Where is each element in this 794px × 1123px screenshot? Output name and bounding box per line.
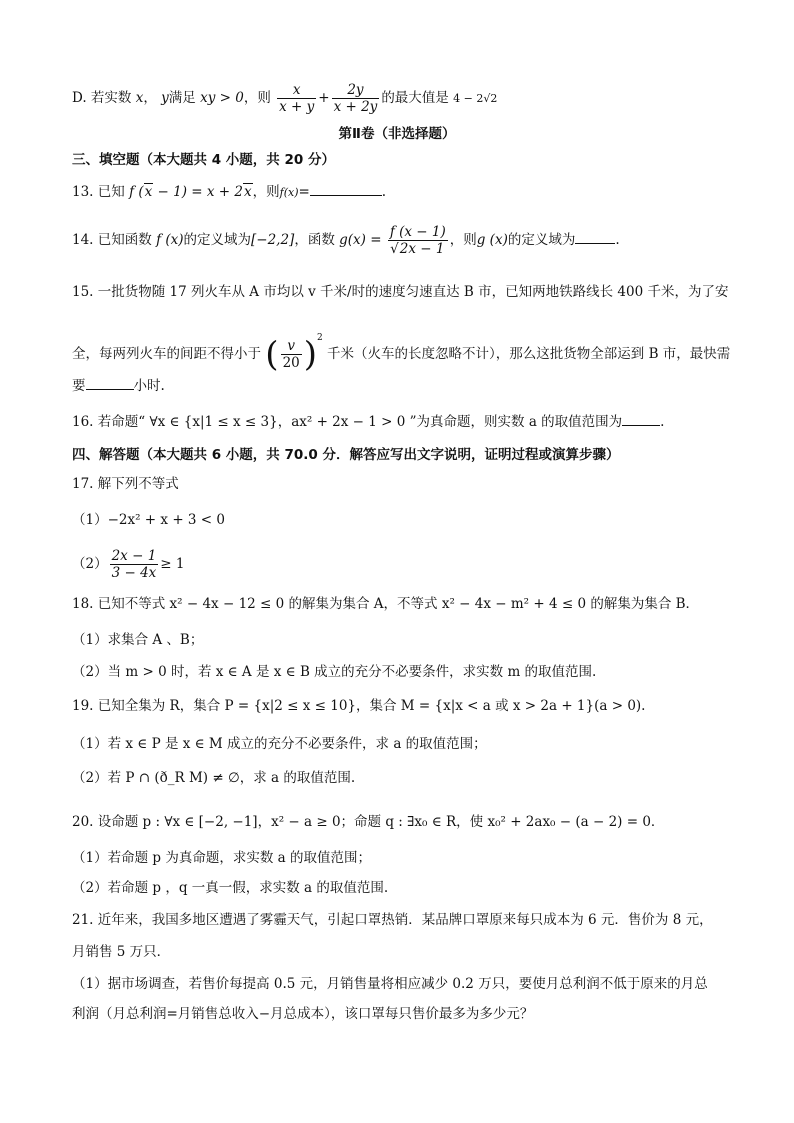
- q15-l2b: 千米（火车的长度忽略不计），那么这批货物全部运到 B 市，最快需: [327, 346, 731, 362]
- q17-p2-rel: ≥ 1: [160, 556, 185, 572]
- q18-part2: （2）当 m > 0 时，若 x ∈ A 是 x ∈ B 成立的充分不必要条件，求实数 m 的取值范围.: [72, 664, 597, 680]
- q15-fraction: $\frac{v}{20}$: [282, 338, 300, 371]
- q14-end: .: [615, 232, 620, 248]
- q17-fraction: $\frac{2x - 1}{3 - 4x}$: [111, 548, 157, 581]
- q17-part1: （1）−2x² + x + 3 < 0: [72, 512, 225, 528]
- condition: xy > 0: [200, 90, 244, 106]
- q14-fraction: $\frac{f (x - 1)}{√2x - 1}$: [389, 224, 446, 257]
- q20-part1: （1）若命题 p 为真命题，求实数 a 的取值范围；: [72, 850, 371, 866]
- text-then: ，则: [243, 90, 271, 106]
- var-y: y: [161, 90, 169, 106]
- q14-t4: 的定义域为: [507, 232, 576, 248]
- option-d: D. 若实数 x， y满足 xy > 0，则 $\frac{x}{x + y}$ + $\frac{2y}{x + 2y}$ 的最大值是 4 − 2√2: [72, 82, 498, 115]
- q21-line4: 利润（月总利润=月销售总收入−月总成本），该口罩每只售价最多为多少元？: [72, 1006, 534, 1022]
- q15-l3a: 要: [72, 378, 86, 394]
- q19-title: 19. 已知全集为 R，集合 P = {x|2 ≤ x ≤ 10}，集合 M = {x|x < a 或 x > 2a + 1}(a > 0).: [72, 698, 646, 714]
- q14-t2: ，函数: [294, 232, 335, 248]
- q14-label: 14. 已知函数: [72, 232, 152, 248]
- answer-value: 4 − 2√2: [453, 92, 498, 105]
- comma: ，: [143, 90, 157, 106]
- q19-part1: （1）若 x ∈ P 是 x ∈ M 成立的充分不必要条件，求 a 的取值范围；: [72, 736, 487, 752]
- var-x: x: [135, 90, 144, 106]
- q13-label: 13. 已知: [72, 184, 125, 200]
- q15-paren-open: (: [265, 334, 279, 375]
- q15-line1: 15. 一批货物随 17 列火车从 A 市均以 v 千米/时的速度匀速直达 B 市，已知两地铁路线长 400 千米，为了安: [72, 284, 729, 300]
- q20-title: 20. 设命题 p : ∀x ∈ [−2, −1]，x² − a ≥ 0；命题 q : ∃x₀ ∈ R，使 x₀² + 2ax₀ − (a − 2) = 0．: [72, 814, 665, 830]
- q16-end: .: [660, 414, 665, 430]
- q19-part2: （2）若 P ∩ (ð_R M) ≠ ∅，求 a 的取值范围.: [72, 770, 356, 786]
- q15-exp: 2: [317, 333, 323, 343]
- q14-t3: ，则: [449, 232, 477, 248]
- q16-text: 16. 若命题“ ∀x ∈ {x|1 ≤ x ≤ 3}，ax² + 2x − 1 > 0 ”为真命题，则实数 a 的取值范围为: [72, 414, 623, 430]
- q17-title: 17. 解下列不等式: [72, 476, 179, 492]
- q14-domain: [−2,2]: [251, 232, 295, 248]
- q15-l3b: 小时.: [133, 378, 165, 394]
- q17-part2: [72, 548, 734, 581]
- q13-blank: [310, 183, 382, 196]
- q14-gx: g(x) =: [339, 232, 382, 248]
- question-16: [72, 412, 734, 432]
- q14-gx2: g (x): [476, 232, 508, 248]
- q13-expr: f (x − 1) = x + 2x: [129, 184, 252, 200]
- q13-fx: f(x): [279, 186, 299, 199]
- q15-line2: [72, 328, 734, 375]
- q14-fx: f (x): [156, 232, 184, 248]
- section4-title: 四、解答题（本大题共 6 小题，共 70.0 分．解答应写出文字说明，证明过程或演算步骤）: [72, 447, 620, 463]
- q13-end: .: [381, 184, 387, 200]
- q14-blank: [575, 231, 615, 244]
- q21-line3: （1）据市场调查，若售价每提高 0.5 元，月销售量将相应减少 0.2 万只，要使月总利润不低于原来的月总: [72, 976, 708, 992]
- q18-part1: （1）求集合 A 、B；: [72, 632, 204, 648]
- q15-l2a: 全，每两列火车的间距不得小于: [72, 346, 261, 362]
- section3-title: 三、填空题（本大题共 4 小题，共 20 分）: [72, 152, 335, 168]
- q13-mid: ，则: [252, 184, 280, 200]
- question-14: [72, 224, 734, 257]
- q15-blank: [86, 377, 134, 390]
- fraction-2: $\frac{2y}{x + 2y}$: [333, 82, 378, 115]
- part2-title: 第Ⅱ卷（非选择题）: [338, 126, 456, 142]
- question-13: 13. 已知 f (x − 1) = x + 2x，则f(x)= .: [72, 184, 387, 200]
- q17-p2-label: （2）: [72, 556, 108, 572]
- q21-line1: 21. 近年来，我国多地区遭遇了雾霾天气，引起口罩热销．某品牌口罩原来每只成本为 6 元．售价为 8 元，: [72, 912, 713, 928]
- q21-line2: 月销售 5 万只．: [72, 944, 171, 960]
- q20-part2: （2）若命题 p ，q 一真一假，求实数 a 的取值范围.: [72, 880, 389, 896]
- text-satisfy: 满足: [168, 90, 196, 106]
- q16-blank: [622, 413, 660, 426]
- q15-paren-close: ): [303, 334, 318, 375]
- fraction-1: $\frac{x}{x + y}$: [279, 82, 315, 115]
- q18-title: 18. 已知不等式 x² − 4x − 12 ≤ 0 的解集为集合 A，不等式 x² − 4x − m² + 4 ≤ 0 的解集为集合 B．: [72, 596, 700, 612]
- option-d-label: D. 若实数: [72, 90, 132, 106]
- q15-line3: [72, 376, 734, 396]
- text-max: 的最大值是: [381, 90, 449, 106]
- q14-t1: 的定义域为: [183, 232, 251, 248]
